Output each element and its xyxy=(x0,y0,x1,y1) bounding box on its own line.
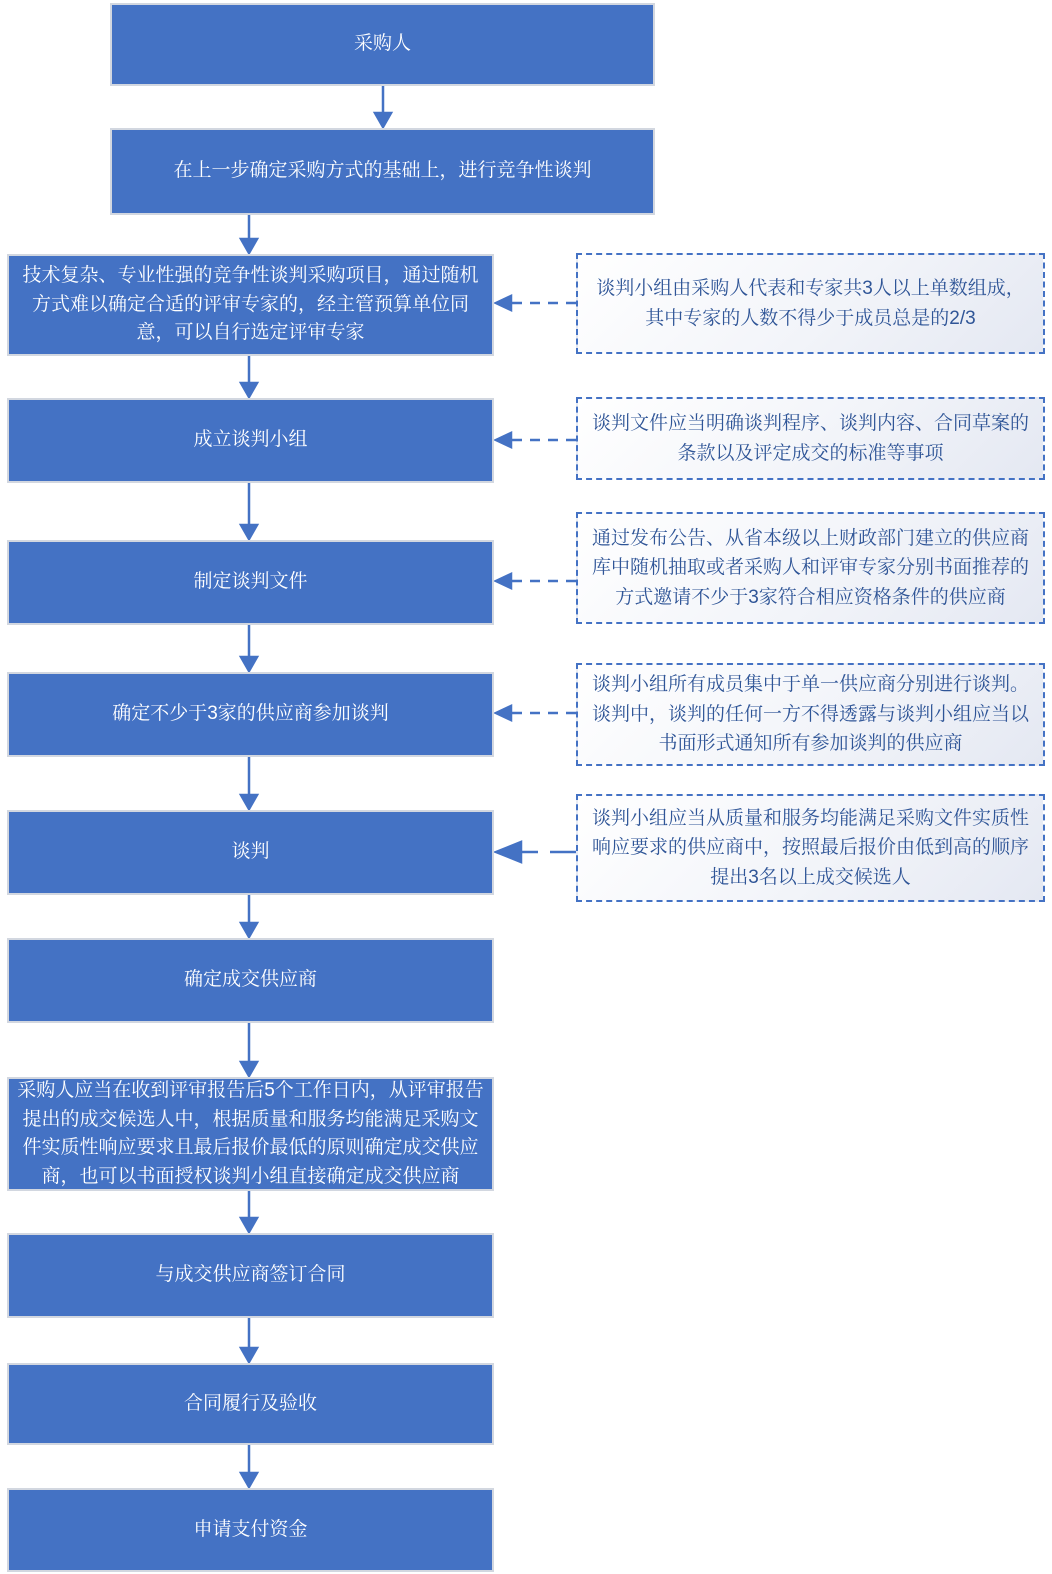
arrow-down-icon xyxy=(241,483,257,539)
flow-step-label: 合同履行及验收 xyxy=(183,1392,317,1414)
flow-step-label: 在上一步确定采购方式的基础上，进行竞争性谈判 xyxy=(173,160,592,182)
arrow-down-icon xyxy=(241,215,257,253)
flow-step-conduct-negotiation xyxy=(110,128,655,215)
flow-step-purchaser xyxy=(110,3,655,86)
note-document-contents xyxy=(576,397,1045,480)
flow-step-label: 确定不少于3家的供应商参加谈判 xyxy=(112,703,389,725)
arrow-down-icon xyxy=(241,1023,257,1076)
flow-step-negotiation xyxy=(7,810,494,895)
note-label: 谈判小组应当从质量和服务均能满足采购文件实质性响应要求的供应商中，按照最后报价由低到高的顺序提出3名以上成交候选人 xyxy=(591,807,1029,888)
arrow-down-icon xyxy=(241,1191,257,1232)
flow-step-winner-rules xyxy=(7,1077,494,1191)
flow-step-confirm-suppliers xyxy=(7,672,494,757)
arrow-left-icon xyxy=(496,842,576,862)
flow-step-form-negotiation-team xyxy=(7,398,494,483)
note-label: 谈判小组由采购人代表和专家共3人以上单数组成，其中专家的人数不得少于成员总是的2/3 xyxy=(596,278,1025,329)
flow-step-label: 申请支付资金 xyxy=(193,1518,308,1540)
arrow-left-dashed-icon xyxy=(496,296,576,310)
arrow-down-icon xyxy=(241,895,257,937)
arrow-down-icon xyxy=(241,625,257,671)
flow-step-label: 成立谈判小组 xyxy=(193,429,308,451)
note-label: 谈判小组所有成员集中于单一供应商分别进行谈判。谈判中，谈判的任何一方不得透露与谈判小组应当以书面形式通知所有参加谈判的供应商 xyxy=(591,674,1029,755)
arrow-down-icon xyxy=(241,1318,257,1362)
flow-step-label: 采购人 xyxy=(353,33,411,55)
flow-step-label: 技术复杂、专业性强的竞争性谈判采购项目，通过随机方式难以确定合适的评审专家的，经主管预算单位同意，可以自行选定评审专家 xyxy=(22,265,479,344)
note-negotiation-rules xyxy=(576,663,1045,766)
flow-step-label: 谈判 xyxy=(231,841,270,863)
note-candidate-selection xyxy=(576,794,1045,902)
flow-step-determine-winner xyxy=(7,938,494,1023)
note-label: 通过发布公告、从省本级以上财政部门建立的供应商库中随机抽取或者采购人和评审专家分别书面推荐的方式邀请不少于3家符合相应资格条件的供应商 xyxy=(591,527,1029,608)
flow-step-contract-acceptance xyxy=(7,1363,494,1445)
note-label: 谈判文件应当明确谈判程序、谈判内容、合同草案的条款以及评定成交的标准等事项 xyxy=(591,413,1029,464)
flow-step-sign-contract xyxy=(7,1233,494,1318)
note-supplier-invitation xyxy=(576,512,1045,624)
arrow-down-icon xyxy=(241,1445,257,1487)
arrow-down-icon xyxy=(241,356,257,397)
arrow-left-dashed-icon xyxy=(496,574,576,588)
note-team-composition xyxy=(576,253,1045,354)
arrow-left-dashed-icon xyxy=(496,433,576,447)
arrow-down-icon xyxy=(375,86,391,127)
flow-step-label: 与成交供应商签订合同 xyxy=(155,1264,346,1286)
flow-step-select-experts xyxy=(7,254,494,356)
flow-step-prepare-documents xyxy=(7,540,494,625)
arrow-left-dashed-icon xyxy=(496,706,576,720)
flow-step-label: 确定成交供应商 xyxy=(183,969,317,991)
arrow-down-icon xyxy=(241,757,257,809)
flow-step-label: 制定谈判文件 xyxy=(193,571,308,593)
flow-step-apply-payment xyxy=(7,1488,494,1572)
flow-step-label: 采购人应当在收到评审报告后5个工作日内，从评审报告提出的成交候选人中，根据质量和服务均能满足采购文件实质性响应要求且最后报价最低的原则确定成交供应商，也可以书面授权谈判小组直接确定成交供应商 xyxy=(17,1080,484,1187)
